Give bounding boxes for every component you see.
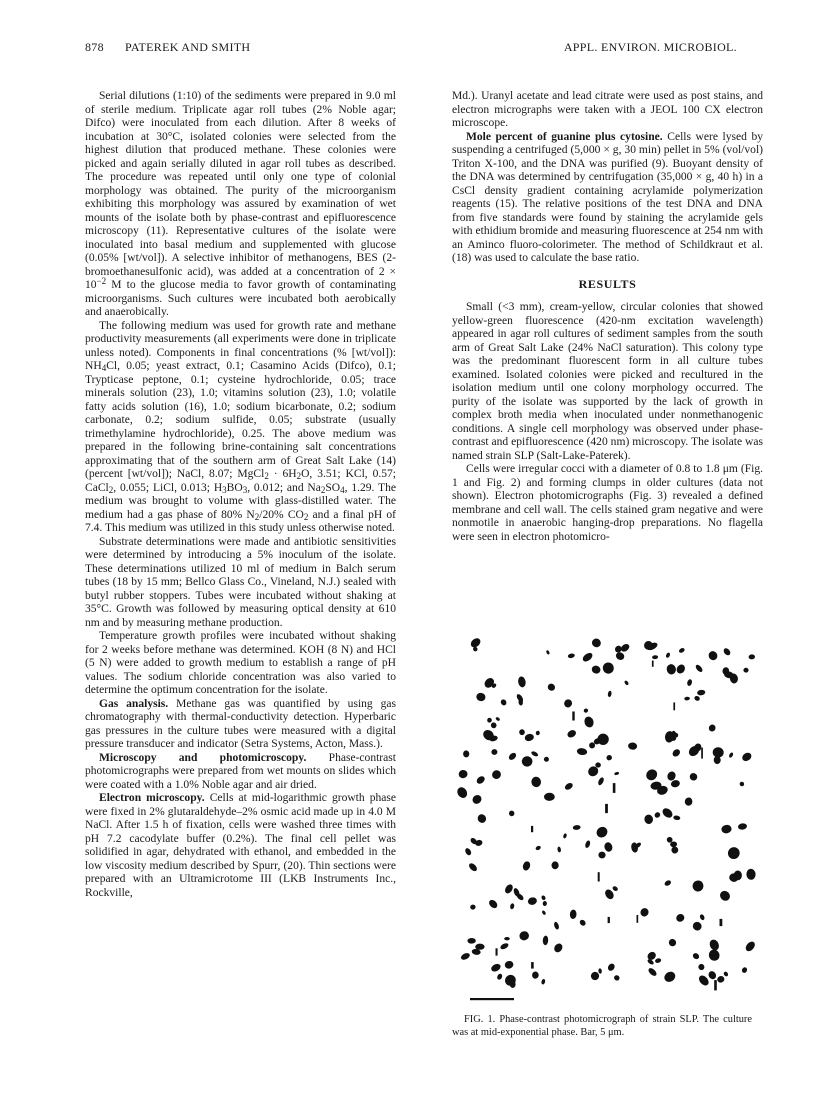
paragraph-electron-micrographs: Md.). Uranyl acetate and lead citrate were used as post stains, and electron micrographs were taken with a JEOL 100 CX electron microscope. [452,90,763,129]
cell-blob [671,748,681,758]
paragraph-temperature-profiles: Temperature growth profiles were incubated without shaking for 2 weeks before methane was determined. KOH (8 N) and HCl (5 N) were added to growth medium to establish a range of pH values. The sodium chloride concentration was also varied to determine the optimum concentration for the isolate. [85,630,396,696]
cell-blob [694,664,703,674]
cell-blob [662,970,677,984]
cell-blob [684,697,690,701]
cell-blob [535,845,542,851]
cell-blob [541,910,546,915]
cell-blob [543,756,550,763]
cell-blob [564,782,574,792]
cell-blob [576,748,587,756]
paragraph-microscopy: Microscopy and photomicroscopy. Phase-contrast photomicrographs were prepared from wet mounts on slides which were coated with a 1.0% Noble agar and air dried. [85,751,396,791]
micrograph-image [452,633,759,1012]
cell-blob [744,940,757,953]
cell-blob [694,695,701,702]
cell-blob [624,680,630,686]
cell-blob [583,708,589,714]
cell-blob [496,973,503,981]
cell-blob [697,689,706,695]
cell-blob [503,883,514,895]
cell-blob [460,952,471,961]
cell-blob [542,935,548,945]
cell-rod [673,702,675,710]
cell-blob [490,962,502,973]
cell-blob [464,847,472,856]
paragraph-colonies: Small (<3 mm), cream-yellow, circular colonies that showed yellow-green fluorescence (420-nm excitation wavelength) appeared in agar roll cultures of sediment samples from the south arm of Great Salt Lake (24% NaCl saturation). This colony type was the predominant fluorescent form in all culture tubes examined. Isolated colonies were picked and recultured in the isolation medium until one colony morphology occurred. The purity of the isolate was supported by the lack of growth in complex broth media when inoculated under nonmethanogenic conditions. A single cell morphology was observed under phase-contrast and epifluorescence (420 nm) microscopy. The isolate was named strain SLP (Salt-Lake-Paterek). [452,301,763,462]
cell-blob [591,664,602,674]
cell-blob [664,879,672,887]
cell-blob [475,775,486,786]
paragraph-substrate-determinations: Substrate determinations were made and antibiotic sensitivities were determined by introducing a 5% inoculum of the isolate. These determinations utilized 10 ml of medium in Balch serum tubes (18 by 15 mm; Bellco Glass Co., Vineland, N.J.) sealed with butyl rubber stoppers. Tubes were incubated without shaking at 35°C. Growth was followed by measuring optical density at 610 nm and by measuring methane production. [85,535,396,629]
cell-blob [594,825,609,840]
cell-blob [579,919,587,927]
cell-blob [468,862,479,873]
cell-blob [544,793,555,801]
cell-blob [546,650,550,655]
cell-blob [563,833,568,839]
cell-blob [475,944,485,950]
cell-blob [491,749,498,755]
cell-blob [570,909,577,919]
left-column [85,90,396,900]
cell-blob [486,717,492,723]
section-title-results: RESULTS [578,276,637,291]
cell-blob [500,698,508,706]
cell-blob [603,841,614,853]
cell-blob [590,637,602,649]
cell-blob [613,974,621,981]
figure-1-caption: FIG. 1. Phase-contrast photomicrograph of strain SLP. The culture was at mid-exponential phase. Bar, 5 μm. [452,1014,752,1038]
cell-blob [721,824,733,834]
cell-blob [471,793,484,806]
cell-blob [463,750,470,757]
cell-blob [699,914,705,921]
cell-blob [652,655,658,659]
cell-blob [522,860,532,871]
cell-rod [605,804,608,813]
cell-blob [726,845,742,861]
cell-blob [684,797,693,806]
cell-blob [535,730,540,735]
cell-rod [637,915,639,923]
cell-blob [518,930,530,942]
cell-blob [746,868,756,880]
cell-blob [553,921,560,930]
cell-blob [530,776,541,788]
cell-blob [607,690,612,697]
cell-blob [476,813,488,825]
cell-blob [581,651,594,663]
cell-blob [741,751,753,763]
cell-blob [557,846,561,852]
cell-blob [530,750,538,757]
cell-blob [521,755,533,767]
cell-blob [517,676,526,688]
cell-rod [701,748,703,759]
cell-blob [566,729,577,739]
cell-blob [490,722,497,730]
cell-blob [666,663,677,675]
cell-rod [613,783,616,793]
running-authors: PATEREK AND SMITH [125,40,251,54]
cell-blob [607,962,616,972]
cell-blob [504,937,510,940]
cell-blob [673,815,681,820]
cell-blob [598,968,602,974]
cell-blob [510,903,515,910]
figure-1-micrograph [452,633,759,1012]
paragraph-guanine-cytosine: Mole percent of guanine plus cytosine. Cells were lysed by suspending a centrifuged (5,000 × g, 30 min) pellet in 5% (vol/vol) Triton X-100, and the DNA was purified (9). Buoyant density of the DNA was determined by centrifugation (35,000 × g, 40 h) in a CsCl density gradient containing acrylamide polymerization reagents (15). The relative positions of the test DNA and DNA from five standards were found by staining the acrylamide gels with ethidium bromide and measuring fluorescence at 254 nm with an Aminco fluoro-colorimeter. The method of Schildkraut et al. (18) was used to calculate the base ratio. [452,130,763,264]
cell-blob [542,901,547,906]
cell-blob [671,846,679,854]
subheading-guanine-cytosine: Mole percent of guanine plus cytosine. [466,130,663,143]
cell-blob [698,963,706,971]
cell-blob [728,752,734,759]
cell-blob [678,647,685,654]
cell-blob [563,698,573,709]
cell-blob [615,651,626,662]
cell-blob [490,768,502,780]
cell-blob [654,811,662,819]
cell-blob [692,952,701,961]
cell-blob [573,825,581,831]
cell-blob [601,661,616,676]
cell-blob [708,723,717,732]
paragraph-gas-analysis: Gas analysis. Methane gas was quantified by using gas chromatography with thermal-conductivity detection. Hyperbaric gas pressures in the culture tubes were measured with a digital pressure transducer and indicator (Setra Systems, Acton, Mass.). [85,697,396,750]
cell-blob [741,966,748,973]
cell-blob [748,654,755,659]
cell-blob [644,814,654,825]
cell-blob [541,895,547,901]
cell-blob [628,742,638,750]
cell-blob [665,652,671,658]
subheading-microscopy: Microscopy and photomicroscopy. [99,751,307,764]
running-header [85,40,737,58]
cell-blob [738,823,748,830]
cell-blob [532,971,539,979]
cell-blob [476,692,487,702]
cell-rod [531,962,534,969]
cell-blob [707,650,719,662]
cell-blob [487,898,498,909]
paragraph-cell-morphology: Cells were irregular cocci with a diameter of 0.8 to 1.8 μm (Fig. 1 and Fig. 2) and forming clumps in older cultures (data not shown). Electron photomicrographs (Fig. 3) revealed a defined membrane and cell wall. The cells stained gram negative and were nonmotile in anaerobic hanging-drop preparations. No flagella were seen in electron photomicro- [452,463,763,543]
cell-blob [499,942,509,950]
cell-blob [614,771,619,775]
cell-blob [691,879,704,892]
cell-blob [619,642,630,653]
cell-blob [675,913,686,924]
paragraph-serial-dilutions: Serial dilutions (1:10) of the sediments were prepared in 9.0 ml of sterile medium. Triplicate agar roll tubes (2% Noble agar; Difco) were inoculated from each dilution. After 8 weeks of incubation at 30°C, isolated colonies were selected from the highest dilution that produced methane. These colonies were picked and again serially diluted in agar roll tubes as described. The procedure was repeated until only one type of colonial morphology was obtained. The purity of the microorganism exhibiting this morphology was assured by examination of wet mounts of the isolate both by phase-contrast and epifluorescence microscopy (11). Representative cultures of the isolate were inoculated into basal medium and supplemented with glucose (0.05% [wt/vol]). A selective inhibitor of methanogens, BES (2-bromoethanesulfonic acid), was added at a concentration of $2 \times 10^{-2}$ M to the glucose media to favor growth of contaminating microorganisms. Such cultures were incubated both aerobically and anaerobically. [85,90,396,318]
cell-blob [584,840,591,849]
cell-blob [470,904,476,910]
cell-blob [675,663,687,675]
cell-blob [718,889,732,903]
cell-blob [688,772,698,782]
cell-blob [458,769,468,778]
cell-blob [691,921,702,932]
cell-blob [639,907,650,918]
cell-blob [743,668,749,673]
cell-rod [720,919,723,926]
cell-blob [583,715,595,728]
cell-blob [527,896,538,905]
cell-blob [655,958,662,964]
cell-rod [598,872,600,881]
cell-blob [707,970,717,981]
cell-blob [605,754,612,761]
cell-blob [504,960,515,970]
cell-blob [567,653,575,659]
cell-blob [723,971,729,977]
cell-blob [716,975,725,984]
cell-blob [467,938,475,944]
cell-blob [524,733,535,742]
cell-rod [714,980,717,990]
cell-blob [707,948,721,963]
cell-blob [495,716,500,721]
cell-blob [597,777,605,787]
scale-bar [470,998,514,1000]
cell-blob [644,767,659,782]
subheading-electron-microscopy: Electron microscopy. [99,792,205,804]
cell-blob [612,885,619,892]
cell-blob [670,779,680,788]
journal-name: APPL. ENVIRON. MICROBIOL. [563,40,737,54]
right-column [452,90,763,544]
cell-blob [661,806,675,819]
cell-blob [508,810,515,817]
cell-blob [546,682,556,692]
cell-rod [572,712,574,721]
cell-rod [652,661,654,667]
paragraph-electron-microscopy: Electron microscopy. Cells at mid-logarithmic growth phase were fixed in 2% glutaraldehyde–2% osmic acid made up in 4.0 M NaCl. After 1.5 h of fixation, cells were washed three times with pH 7.2 cacodylate buffer (0.2%). The final cell pellet was solidified in agar, dehydrated with ethanol, and embedded in the low viscosity medium described by Spurr, (20). Thin sections were prepared with an Ultramicrotome III (LKB Instruments Inc., Rockville, [85,792,397,899]
cell-blob [541,979,546,985]
cell-blob [697,974,710,988]
cell-blob [667,937,677,947]
cell-rod [608,917,610,923]
page-number: 878 [85,40,104,54]
cell-blob [519,729,526,736]
cell-rod [531,826,533,832]
cell-blob [508,751,518,761]
cell-blob [686,679,692,687]
cell-blob [551,861,558,869]
paragraph-growth-medium: The following medium was used for growth rate and methane productivity measurements (all experiments were done in triplicate unless noted). Components in final concentrations (% [wt/vol]): $NH_4Cl$, 0.05; yeast extract, 0.1; Casamino Acids (Difco), 0.1; Trypticase peptone, 0.1; cysteine hydrochloride, 0.05; trace minerals solution (23), 1.0; vitamins solution (23), 1.0; volatile fatty acids solution (16), 1.0; sodium bicarbonate, 0.2; sodium carbonate, 0.2; sodium sulfide, 0.05; substrate (usually trimethylamine hydrochloride), 0.25. The above medium was prepared in the following brine-containing salt concentrations approximating that of the southern arm of Great Salt Lake (14) (percent [wt/vol]); NaCl, 8.07; MgCl$_2$ · $6H_2O$, 3.51; KCl, 0.57; CaCl$_2$, 0.055; LiCl, 0.013; $H_3BO_3$, 0.012; and $Na_2SO_4$, 1.29. The medium was brought to volume with glass-distilled water. The medium had a gas phase of 80% $N_2/20\%$ $CO_2$ and a final pH of 7.4. This medium was utilized in this study unless otherwise noted. [85,319,396,534]
cell-blob [739,781,745,787]
cell-blob [553,942,565,954]
cell-blob [722,647,731,657]
cell-blob [598,851,606,858]
cell-blob [647,967,658,978]
cell-blob [455,785,469,799]
subheading-gas-analysis: Gas analysis. [99,697,169,710]
cell-rod [496,948,498,955]
